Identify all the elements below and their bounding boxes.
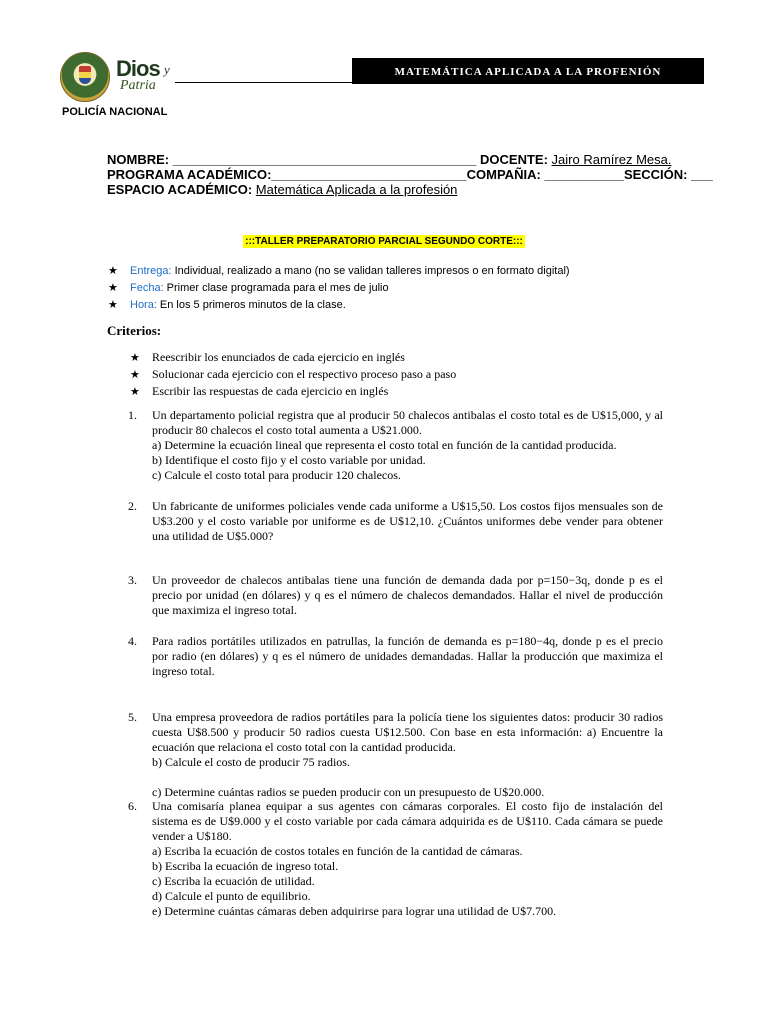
header-divider bbox=[175, 82, 353, 83]
bullet-text: Individual, realizado a mano (no se validan talleres impresos o en formato digital) bbox=[174, 264, 570, 277]
star-icon: ★ bbox=[130, 369, 140, 381]
info-row-programa bbox=[107, 167, 713, 182]
star-icon: ★ bbox=[130, 352, 140, 364]
problem-number: 6. bbox=[128, 799, 137, 813]
problem-text: d) Calcule el punto de equilibrio. bbox=[152, 889, 311, 903]
problem-text: b) Identifique el costo fijo y el costo variable por unidad. bbox=[152, 453, 426, 467]
nombre-blank: __________________________________________ bbox=[172, 152, 477, 167]
info-row-nombre bbox=[107, 152, 713, 167]
problem-number: 4. bbox=[128, 634, 137, 648]
problem-text: Una comisaría planea equipar a sus agentes con cámaras corporales. El costo fijo de instalación del sistema es de U$9.000 y el costo variable por cada cámara adquirida es de U$110. Cada cámara se puede vender a U$180. bbox=[152, 799, 663, 843]
docente-value: Jairo Ramírez Mesa. bbox=[551, 152, 672, 167]
criterio-text: Escribir las respuestas de cada ejercicio en inglés bbox=[152, 384, 389, 398]
bullet-label: Fecha: bbox=[130, 281, 164, 294]
compania-blank: ___________ bbox=[544, 167, 624, 182]
problem-5 bbox=[128, 710, 663, 800]
taller-title bbox=[0, 236, 768, 247]
problem-text: Un proveedor de chalecos antibalas tiene una función de demanda dada por p=150−3q, donde p es el precio por unidad (en dólares) y q es el número de chalecos demandados. Hallar el nivel de producción que maximiza el ingreso total. bbox=[152, 573, 663, 617]
problem-text: c) Calcule el costo total para producir 120 chalecos. bbox=[152, 468, 401, 482]
problem-text: b) Escriba la ecuación de ingreso total. bbox=[152, 859, 339, 873]
bullet-hora bbox=[108, 296, 570, 313]
problem-text: Un departamento policial registra que al producir 50 chalecos antibalas el costo total es de U$15,000, y al producir 80 chalecos el costo total aumenta a U$21.000. bbox=[152, 408, 663, 437]
problem-text: b) Calcule el costo de producir 75 radios. bbox=[152, 755, 350, 769]
delivery-details bbox=[108, 262, 570, 313]
bullet-fecha bbox=[108, 279, 570, 296]
espacio-label: ESPACIO ACADÉMICO: bbox=[107, 182, 253, 197]
logo-y: y bbox=[164, 62, 170, 77]
problem-text: c) Escriba la ecuación de utilidad. bbox=[152, 874, 315, 888]
problem-number: 1. bbox=[128, 408, 137, 422]
problem-text: a) Escriba la ecuación de costos totales en función de la cantidad de cámaras. bbox=[152, 844, 523, 858]
list-item bbox=[130, 383, 456, 400]
problem-text: e) Determine cuántas cámaras deben adquirirse para lograr una utilidad de U$7.700. bbox=[152, 904, 557, 918]
criterio-text: Reescribir los enunciados de cada ejercicio en inglés bbox=[152, 350, 405, 364]
problem-2 bbox=[128, 499, 663, 544]
logo-dios: Dios bbox=[116, 56, 160, 81]
logo-patria: Patria bbox=[120, 78, 156, 93]
police-seal-icon bbox=[60, 52, 110, 102]
criterio-text: Solucionar cada ejercicio con el respectivo proceso paso a paso bbox=[152, 367, 457, 381]
seccion-label: SECCIÓN: bbox=[623, 167, 688, 182]
criterios-list bbox=[130, 349, 456, 400]
problem-text: Un fabricante de uniformes policiales vende cada uniforme a U$15,50. Los costos fijos mensuales son de U$3.200 y el costo variable por uniforme es de U$12,10. ¿Cuántos uniformes debe vender para obtener una utilidad de U$5.000? bbox=[152, 499, 663, 543]
bullet-label: Hora: bbox=[130, 298, 157, 311]
seccion-blank: ___ bbox=[691, 167, 713, 182]
star-icon: ★ bbox=[108, 282, 118, 294]
problem-4 bbox=[128, 634, 663, 679]
bullet-text: En los 5 primeros minutos de la clase. bbox=[159, 298, 346, 311]
criterios-title: Criterios: bbox=[107, 323, 162, 338]
star-icon: ★ bbox=[108, 265, 118, 277]
problem-1 bbox=[128, 408, 663, 483]
bullet-label: Entrega: bbox=[130, 264, 172, 277]
course-banner: MATEMÁTICA APLICADA A LA PROFENIÓN bbox=[352, 58, 704, 84]
star-icon: ★ bbox=[130, 386, 140, 398]
problem-text: a) Determine la ecuación lineal que representa el costo total en función de la cantidad producida. bbox=[152, 438, 617, 452]
nombre-label: NOMBRE: bbox=[107, 152, 170, 167]
star-icon: ★ bbox=[108, 299, 118, 311]
list-item bbox=[130, 349, 456, 366]
problem-number: 2. bbox=[128, 499, 137, 513]
problem-number: 3. bbox=[128, 573, 137, 587]
problem-number: 5. bbox=[128, 710, 137, 724]
problem-6 bbox=[128, 799, 663, 919]
problem-text: c) Determine cuántas radios se pueden producir con un presupuesto de U$20.000. bbox=[152, 785, 545, 799]
taller-title-text: :::TALLER PREPARATORIO PARCIAL SEGUNDO CORTE::: bbox=[245, 236, 523, 247]
info-row-espacio bbox=[107, 182, 713, 197]
docente-label: DOCENTE: bbox=[480, 152, 548, 167]
problem-text: Para radios portátiles utilizados en patrullas, la función de demanda es p=180−4q, donde p es el precio por radio (en dólares) y q es el número de unidades demandadas. Hallar la producción que maximiza el ingreso total. bbox=[152, 634, 663, 678]
list-item bbox=[130, 366, 456, 383]
programa-label: PROGRAMA ACADÉMICO: bbox=[107, 167, 272, 182]
student-info bbox=[107, 152, 713, 197]
problem-3 bbox=[128, 573, 663, 618]
bullet-text: Primer clase programada para el mes de julio bbox=[166, 281, 389, 294]
espacio-value: Matemática Aplicada a la profesión bbox=[255, 182, 458, 197]
problem-text: Una empresa proveedora de radios portátiles para la policía tiene los siguientes datos: producir 30 radios cuesta U$8.500 y producir 50 radios cuesta U$12.500. Con base en esta información: a) Encuentre la ecuación que relaciona el costo total con la cantidad producida. bbox=[152, 710, 663, 754]
compania-label: COMPAÑIA: bbox=[466, 167, 541, 182]
programa-blank: ___________________________ bbox=[271, 167, 467, 182]
bullet-entrega bbox=[108, 262, 570, 279]
institution-name: POLICÍA NACIONAL bbox=[62, 106, 168, 118]
